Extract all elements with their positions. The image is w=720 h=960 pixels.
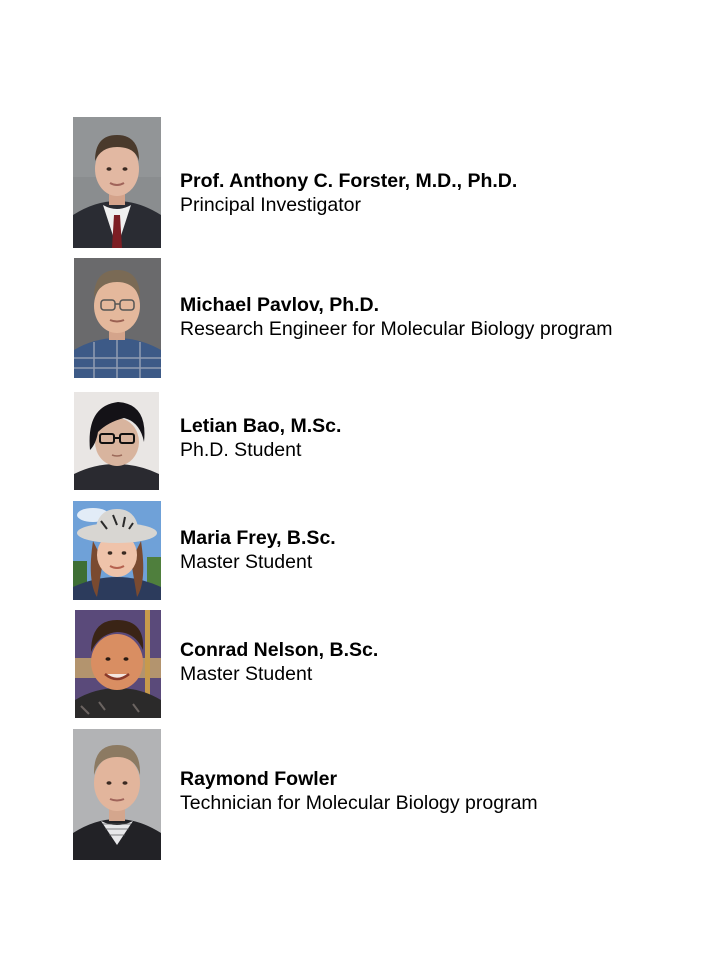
member-role: Master Student — [180, 663, 313, 685]
team-member-nelson — [73, 610, 693, 718]
member-text — [180, 638, 378, 686]
member-text — [180, 293, 612, 341]
portrait-photo-bao — [74, 392, 159, 490]
member-text — [180, 767, 538, 815]
portrait-photo-frey — [73, 501, 161, 600]
team-member-fowler — [73, 729, 693, 860]
team-member-forster — [73, 117, 693, 248]
team-member-bao — [73, 392, 693, 490]
member-name: Prof. Anthony C. Forster, M.D., Ph.D. — [180, 170, 518, 192]
member-text — [180, 414, 341, 462]
portrait-photo-fowler — [73, 729, 161, 860]
member-name: Raymond Fowler — [180, 768, 338, 790]
member-name: Letian Bao, M.Sc. — [180, 415, 342, 437]
member-text — [180, 169, 517, 217]
team-member-frey — [73, 501, 693, 600]
member-text — [180, 526, 336, 574]
portrait-photo-pavlov — [74, 258, 161, 378]
member-role: Technician for Molecular Biology program — [180, 792, 538, 814]
portrait-photo-forster — [73, 117, 161, 248]
portrait-photo-nelson — [75, 610, 161, 718]
member-name: Maria Frey, B.Sc. — [180, 527, 336, 549]
team-member-pavlov — [73, 258, 693, 378]
member-role: Research Engineer for Molecular Biology program — [180, 318, 613, 340]
member-role: Principal Investigator — [180, 194, 362, 216]
member-name: Michael Pavlov, Ph.D. — [180, 294, 380, 316]
member-role: Ph.D. Student — [180, 439, 302, 461]
member-name: Conrad Nelson, B.Sc. — [180, 639, 379, 661]
member-role: Master Student — [180, 551, 313, 573]
